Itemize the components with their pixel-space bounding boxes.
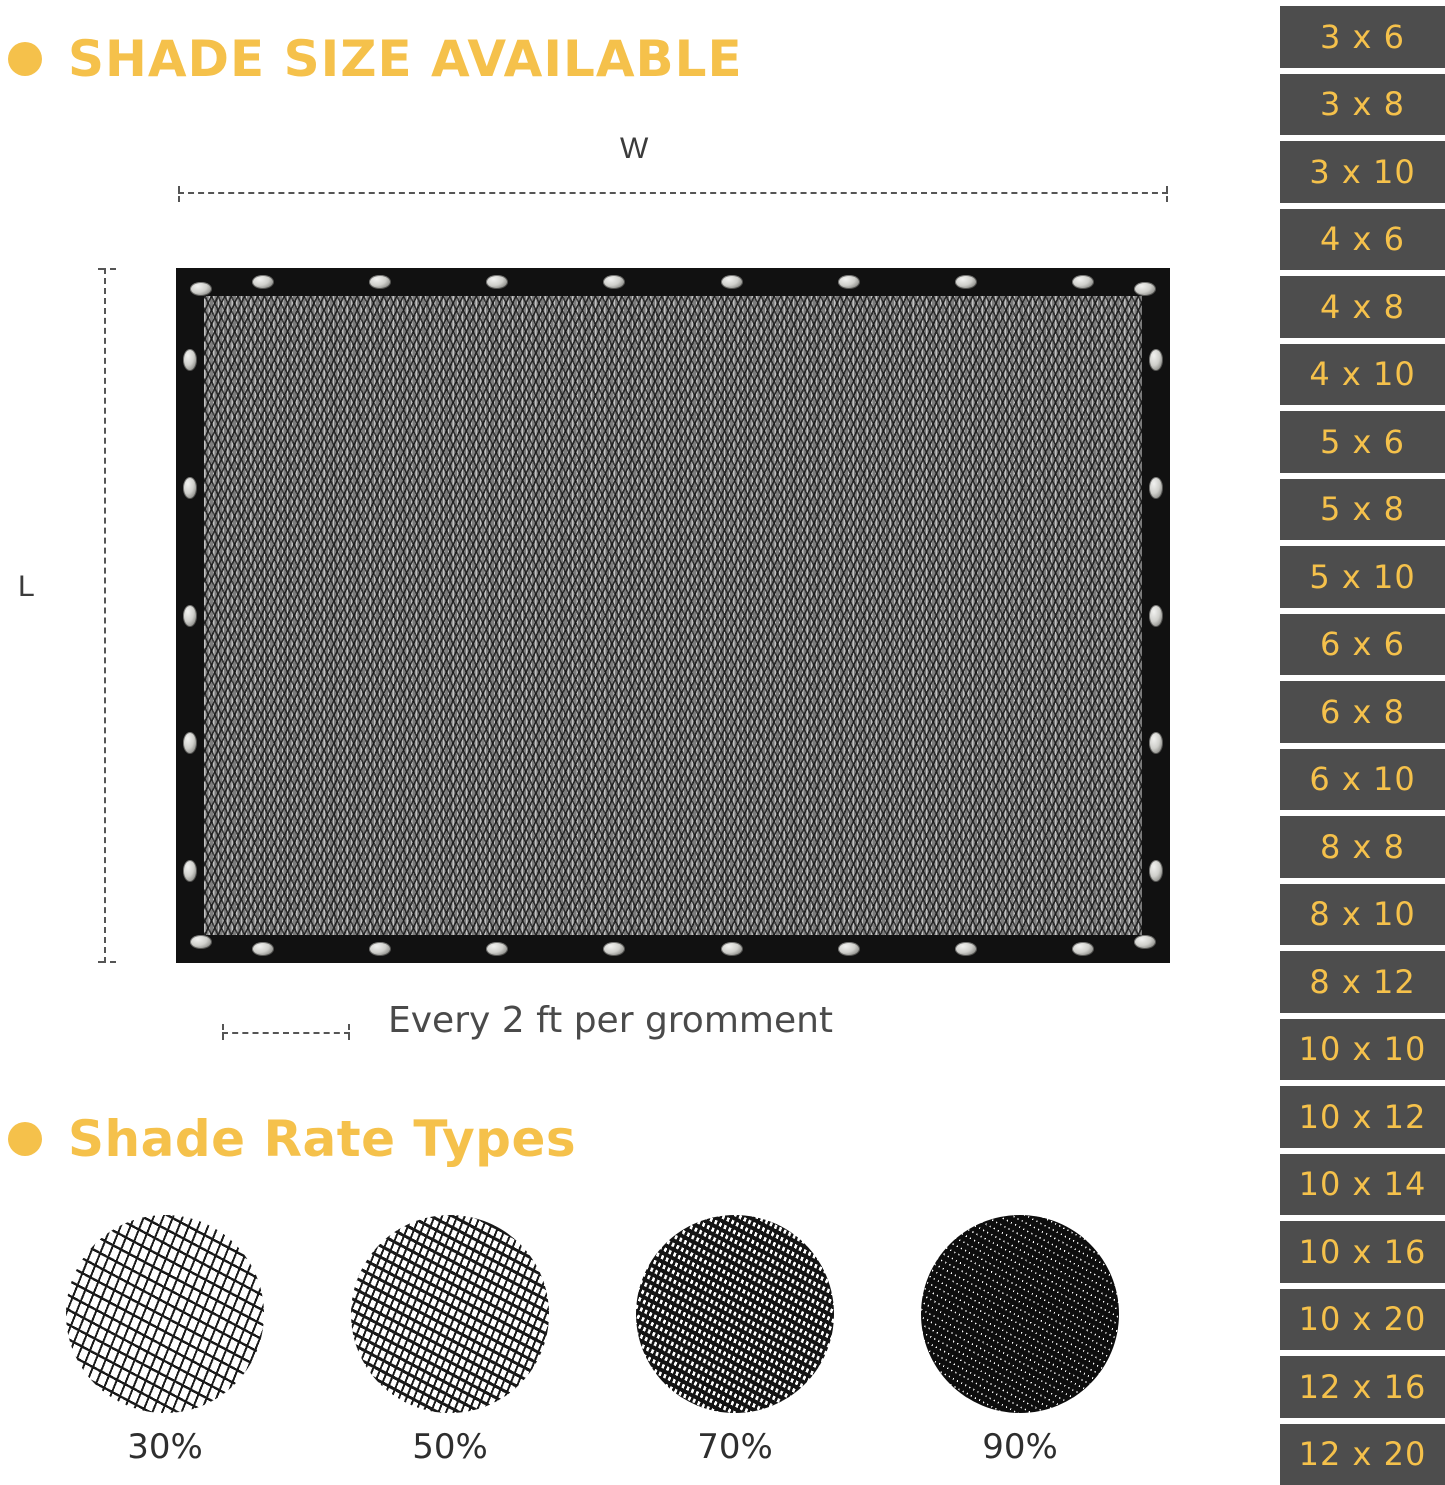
grommet-icon: [486, 942, 508, 956]
grommet-icon: [1134, 935, 1156, 949]
size-option-chip[interactable]: 5 x 8: [1280, 479, 1445, 541]
grommet-icon: [1149, 477, 1163, 499]
grommet-icon: [190, 282, 212, 296]
grommet-icon: [1149, 732, 1163, 754]
size-option-chip[interactable]: 6 x 10: [1280, 749, 1445, 811]
grommet-icon: [183, 732, 197, 754]
shade-rate-item: [345, 1215, 555, 1467]
size-option-chip[interactable]: 4 x 10: [1280, 344, 1445, 406]
size-option-chip[interactable]: 3 x 10: [1280, 141, 1445, 203]
section-heading-shade-size-label: SHADE SIZE AVAILABLE: [68, 30, 743, 88]
grommet-icon: [721, 942, 743, 956]
grommet-icon: [369, 275, 391, 289]
grommet-icon: [183, 860, 197, 882]
size-option-chip[interactable]: 10 x 10: [1280, 1019, 1445, 1081]
mesh-swatch-30-icon: [66, 1215, 264, 1413]
grommet-icon: [486, 275, 508, 289]
section-heading-shade-size: [8, 30, 743, 88]
size-option-chip[interactable]: 10 x 20: [1280, 1289, 1445, 1351]
grommet-icon: [955, 942, 977, 956]
shade-rate-label: 30%: [127, 1427, 203, 1467]
shade-rate-swatch-group: [60, 1215, 1200, 1475]
shade-rate-item: [60, 1215, 270, 1467]
bullet-icon: [8, 1122, 42, 1156]
grommet-icon: [1072, 275, 1094, 289]
section-heading-shade-rate-label: Shade Rate Types: [68, 1110, 577, 1168]
bullet-icon: [8, 42, 42, 76]
grommet-icon: [1149, 605, 1163, 627]
grommet-icon: [183, 477, 197, 499]
grommet-icon: [1149, 860, 1163, 882]
size-option-chip[interactable]: 4 x 6: [1280, 209, 1445, 271]
grommet-icon: [183, 605, 197, 627]
grommet-icon: [190, 935, 212, 949]
grommet-icon: [1149, 349, 1163, 371]
mesh-swatch-70-icon: [636, 1215, 834, 1413]
size-option-chip[interactable]: 12 x 20: [1280, 1424, 1445, 1485]
grommet-icon: [183, 349, 197, 371]
grommet-icon: [252, 942, 274, 956]
size-option-chip[interactable]: 8 x 12: [1280, 951, 1445, 1013]
size-option-chip[interactable]: 5 x 10: [1280, 546, 1445, 608]
shade-rate-label: 70%: [697, 1427, 773, 1467]
size-option-chip[interactable]: 3 x 6: [1280, 6, 1445, 68]
grommet-icon: [603, 275, 625, 289]
size-option-chip[interactable]: 10 x 12: [1280, 1086, 1445, 1148]
grommet-spacing-label: Every 2 ft per gromment: [388, 1000, 834, 1041]
mesh-fabric-texture: [204, 296, 1142, 935]
grommet-icon: [838, 942, 860, 956]
shade-rate-label: 90%: [982, 1427, 1058, 1467]
grommet-icon: [252, 275, 274, 289]
grommet-icon: [838, 275, 860, 289]
shade-rate-item: [915, 1215, 1125, 1467]
grommet-icon: [603, 942, 625, 956]
shade-rate-item: [630, 1215, 840, 1467]
size-option-chip[interactable]: 10 x 16: [1280, 1221, 1445, 1283]
shade-dimension-diagram: [0, 120, 1250, 1080]
size-option-chip[interactable]: 3 x 8: [1280, 74, 1445, 136]
size-option-chip[interactable]: 8 x 10: [1280, 884, 1445, 946]
grommet-icon: [955, 275, 977, 289]
shade-cloth-panel: [176, 268, 1170, 963]
grommet-icon: [1072, 942, 1094, 956]
size-option-chip[interactable]: 5 x 6: [1280, 411, 1445, 473]
shade-rate-label: 50%: [412, 1427, 488, 1467]
length-dimension-line: [104, 268, 120, 963]
size-option-chip[interactable]: 8 x 8: [1280, 816, 1445, 878]
section-heading-shade-rate: [8, 1110, 576, 1168]
size-option-chip[interactable]: 10 x 14: [1280, 1154, 1445, 1216]
grommet-spacing-line: [222, 1018, 350, 1034]
size-option-list: [1280, 0, 1445, 1485]
grommet-icon: [1134, 282, 1156, 296]
size-option-chip[interactable]: 12 x 16: [1280, 1356, 1445, 1418]
size-option-chip[interactable]: 6 x 8: [1280, 681, 1445, 743]
size-option-chip[interactable]: 4 x 8: [1280, 276, 1445, 338]
length-dimension-label: L: [18, 570, 35, 603]
grommet-icon: [369, 942, 391, 956]
width-dimension-label: W: [620, 132, 649, 165]
mesh-swatch-50-icon: [351, 1215, 549, 1413]
width-dimension-line: [178, 192, 1168, 208]
size-option-chip[interactable]: 6 x 6: [1280, 614, 1445, 676]
grommet-icon: [721, 275, 743, 289]
mesh-swatch-90-icon: [921, 1215, 1119, 1413]
